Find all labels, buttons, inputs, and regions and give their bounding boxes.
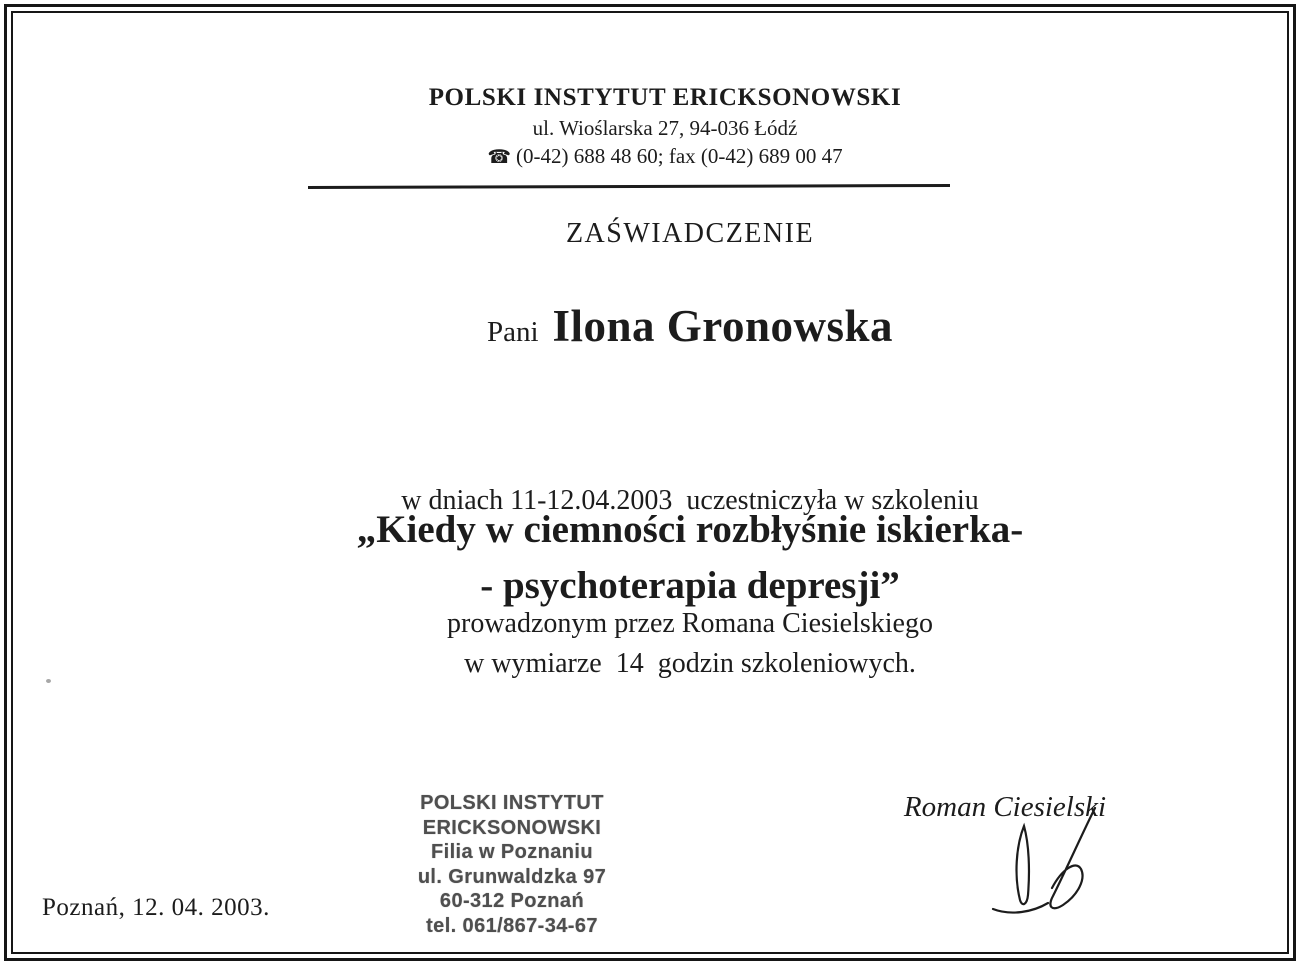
document-title: ZAŚWIADCZENIE bbox=[565, 218, 815, 249]
institute-address: ul. Wioślarska 27, 94-036 Łódź bbox=[532, 116, 798, 140]
stamp-line-1: POLSKI INSTYTUT ERICKSONOWSKI bbox=[420, 792, 604, 839]
place-and-date: Poznań, 12. 04. 2003. bbox=[42, 894, 270, 921]
course-title-line-1: „Kiedy w ciemności rozbłyśnie iskierka- bbox=[356, 508, 1024, 551]
institute-phone-line bbox=[30, 144, 1300, 169]
signer-name: Roman Ciesielski bbox=[903, 791, 1107, 823]
telephone-icon: ☎ bbox=[487, 146, 512, 168]
stamp-line-5: tel. 061/867-34-67 bbox=[426, 914, 598, 937]
body-line-1: w dniach 11-12.04.2003 uczestniczyła w szkoleniu bbox=[401, 485, 979, 516]
stamp-line-2: Filia w Poznaniu bbox=[431, 841, 593, 863]
recipient-salutation: Pani bbox=[486, 316, 539, 348]
institute-name: POLSKI INSTYTUT ERICKSONOWSKI bbox=[428, 84, 902, 111]
scan-artifact-speck bbox=[46, 679, 51, 683]
course-title bbox=[80, 502, 1300, 614]
signature-scribble bbox=[983, 806, 1105, 924]
stamp-line-4: 60-312 Poznań bbox=[439, 890, 585, 912]
course-title-line-2: - psychoterapia depresji” bbox=[480, 564, 900, 607]
body-line-2: prowadzonym przez Romana Ciesielskiego bbox=[447, 608, 933, 639]
recipient-line bbox=[80, 300, 1300, 352]
phone-fax-text: (0-42) 688 48 60; fax (0-42) 689 00 47 bbox=[516, 144, 843, 168]
recipient-name: Ilona Gronowska bbox=[552, 301, 894, 351]
stamp-line-3: ul. Grunwaldzka 97 bbox=[417, 865, 607, 888]
duration-line: w wymiarze 14 godzin szkoleniowych. bbox=[464, 648, 916, 679]
letterhead bbox=[30, 84, 1300, 169]
institute-stamp bbox=[338, 791, 686, 938]
letterhead-divider-line bbox=[308, 184, 950, 189]
